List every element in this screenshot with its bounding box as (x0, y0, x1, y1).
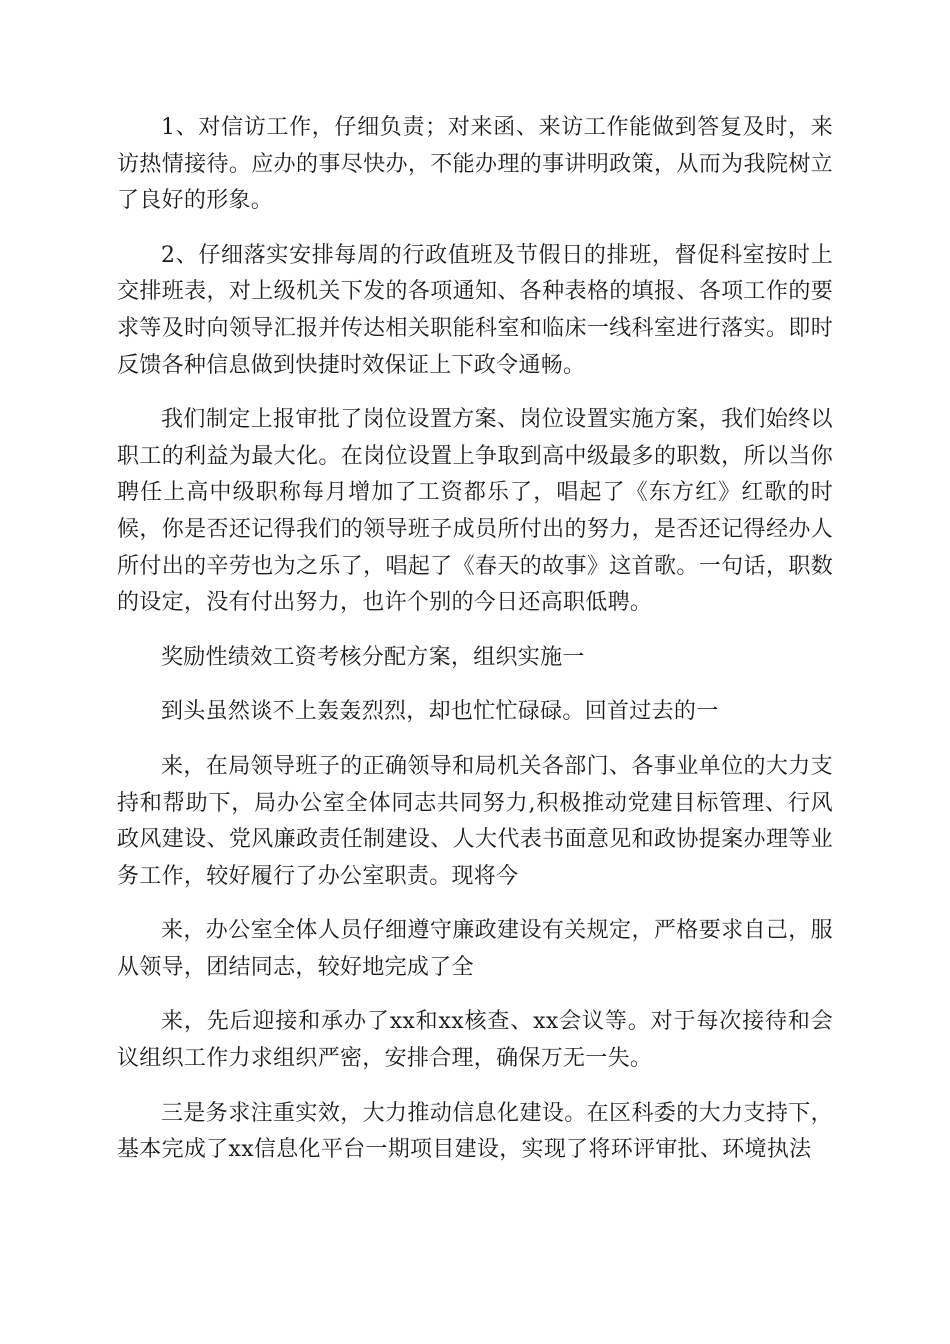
paragraph-1: 1、对信访工作，仔细负责；对来函、来访工作能做到答复及时，来访热情接待。应办的事尽快办，不能办理的事讲明政策，从而为我院树立了良好的形象。 (117, 115, 833, 214)
paragraph-7: 来，办公室全体人员仔细遵守廉政建设有关规定，严格要求自己，服从领导，团结同志，较好地完成了全 (117, 918, 833, 980)
paragraph-6: 来，在局领导班子的正确领导和局机关各部门、各事业单位的大力支持和帮助下，局办公室全体同志共同努力,积极推动党建目标管理、行风政风建设、党风廉政责任制建设、人大代表书面意见和政协提案办理等业务工作，较好履行了办公室职责。现将今 (117, 753, 833, 889)
paragraph-3: 我们制定上报审批了岗位设置方案、岗位设置实施方案，我们始终以职工的利益为最大化。在岗位设置上争取到高中级最多的职数，所以当你聘任上高中级职称每月增加了工资都乐了，唱起了《东方红》红歌的时候，你是否还记得我们的领导班子成员所付出的努力，是否还记得经办人所付出的辛劳也为之乐了，唱起了《春天的故事》这首歌。一句话，职数的设定，没有付出努力，也许个别的今日还高职低聘。 (117, 407, 833, 616)
paragraph-9: 三是务求注重实效，大力推动信息化建设。在区科委的大力支持下，基本完成了xx信息化平台一期项目建设，实现了将环评审批、环境执法 (117, 1100, 833, 1163)
paragraph-4: 奖励性绩效工资考核分配方案，组织实施一 (161, 644, 585, 670)
paragraph-5: 到头虽然谈不上轰轰烈烈，却也忙忙碌碌。回首过去的一 (161, 699, 719, 725)
paragraph-2: 2、仔细落实安排每周的行政值班及节假日的排班，督促科室按时上交排班表，对上级机关下发的各项通知、各种表格的填报、各项工作的要求等及时向领导汇报并传达相关职能科室和临床一线科室进行落实。即时反馈各种信息做到快捷时效保证上下政令通畅。 (117, 242, 833, 378)
paragraph-8: 来，先后迎接和承办了xx和xx核查、xx会议等。对于每次接待和会议组织工作力求组织严密，安排合理，确保万无一失。 (117, 1009, 833, 1072)
document-body (117, 110, 833, 1187)
